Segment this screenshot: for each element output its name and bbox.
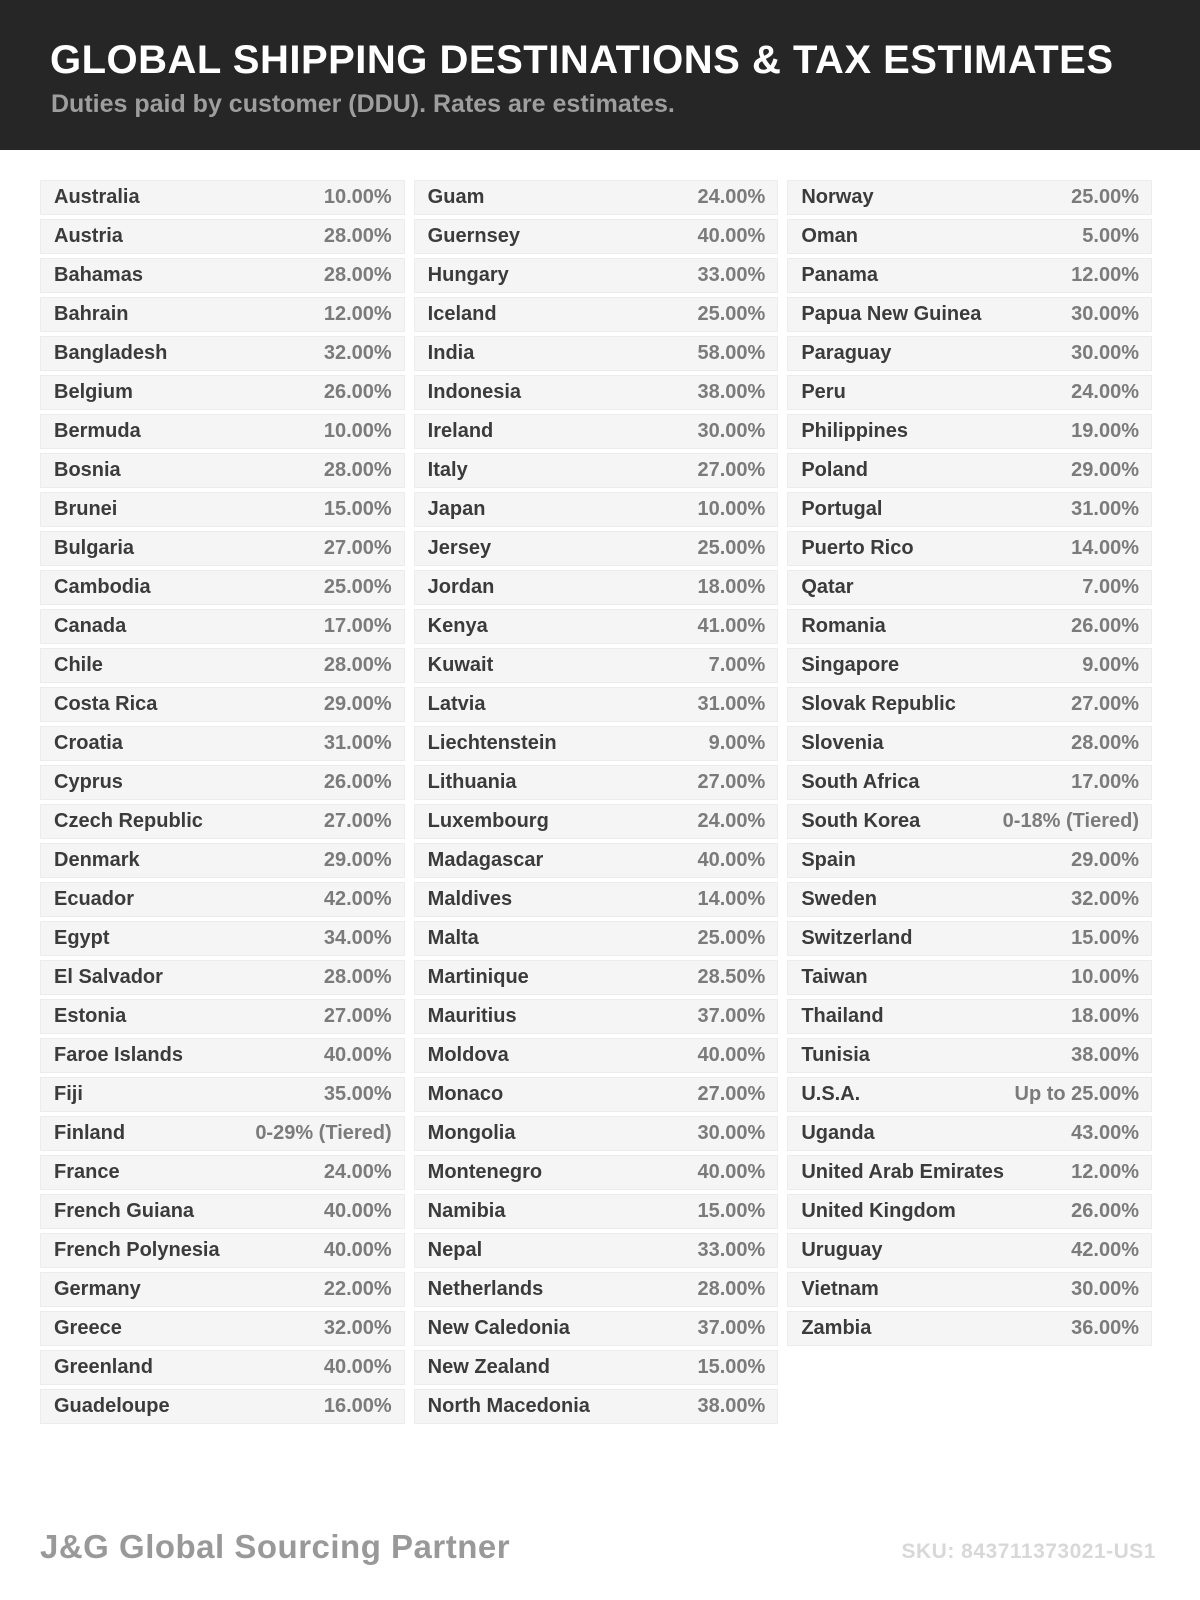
tax-rate: 32.00% bbox=[323, 342, 392, 364]
country-name: Montenegro bbox=[427, 1161, 543, 1183]
rate-row bbox=[40, 1350, 405, 1385]
tax-rate: 10.00% bbox=[1071, 966, 1140, 988]
country-name: South Korea bbox=[801, 810, 921, 832]
tax-rate: 30.00% bbox=[1071, 303, 1140, 325]
rate-row bbox=[414, 804, 779, 839]
country-name: Panama bbox=[801, 264, 879, 286]
rate-row bbox=[414, 1389, 779, 1424]
rate-row bbox=[787, 726, 1152, 761]
country-name: Netherlands bbox=[427, 1278, 544, 1300]
country-name: Jordan bbox=[427, 576, 495, 598]
rate-row bbox=[414, 1155, 779, 1190]
country-name: Bahrain bbox=[54, 303, 129, 325]
rate-row bbox=[414, 609, 779, 644]
tax-rate: 31.00% bbox=[697, 693, 766, 715]
tax-rate: 27.00% bbox=[697, 1083, 766, 1105]
tax-rate: 36.00% bbox=[1071, 1317, 1140, 1339]
rate-row bbox=[40, 1311, 405, 1346]
tax-rate: 40.00% bbox=[697, 1044, 766, 1066]
rate-row bbox=[40, 609, 405, 644]
tax-rate: 41.00% bbox=[697, 615, 766, 637]
rate-row bbox=[787, 180, 1152, 215]
tax-rate: 29.00% bbox=[1071, 459, 1140, 481]
tax-rate: 30.00% bbox=[1071, 342, 1140, 364]
country-name: Fiji bbox=[54, 1083, 83, 1105]
rate-row bbox=[787, 297, 1152, 332]
tax-rate: 15.00% bbox=[1071, 927, 1140, 949]
tax-rate: 29.00% bbox=[323, 693, 392, 715]
tax-rate: 10.00% bbox=[323, 186, 392, 208]
tax-rate: 25.00% bbox=[1071, 186, 1140, 208]
tax-rate: 28.00% bbox=[1071, 732, 1140, 754]
rate-row bbox=[787, 375, 1152, 410]
tax-rate: 9.00% bbox=[1082, 654, 1140, 676]
country-name: Papua New Guinea bbox=[801, 303, 982, 325]
rate-row bbox=[787, 1233, 1152, 1268]
tax-rate: 32.00% bbox=[323, 1317, 392, 1339]
country-name: Denmark bbox=[54, 849, 140, 871]
country-name: Nepal bbox=[427, 1239, 483, 1261]
country-name: Zambia bbox=[801, 1317, 872, 1339]
country-name: Germany bbox=[54, 1278, 141, 1300]
country-name: Peru bbox=[801, 381, 846, 403]
country-name: New Caledonia bbox=[427, 1317, 570, 1339]
tax-rate: 27.00% bbox=[323, 1005, 392, 1027]
country-name: El Salvador bbox=[54, 966, 163, 988]
tax-rate: 12.00% bbox=[1071, 1161, 1140, 1183]
tax-rate: 16.00% bbox=[323, 1395, 392, 1417]
tax-rate: 5.00% bbox=[1082, 225, 1140, 247]
tax-rate: 9.00% bbox=[708, 732, 766, 754]
tax-rate: 28.00% bbox=[323, 966, 392, 988]
tax-rate: 24.00% bbox=[697, 810, 766, 832]
rates-table bbox=[40, 180, 1152, 1424]
rate-row bbox=[414, 336, 779, 371]
rate-row bbox=[40, 1116, 405, 1151]
rate-row bbox=[414, 297, 779, 332]
country-name: Faroe Islands bbox=[54, 1044, 183, 1066]
country-name: Guadeloupe bbox=[54, 1395, 170, 1417]
rate-row bbox=[414, 1038, 779, 1073]
tax-rate: 31.00% bbox=[323, 732, 392, 754]
tax-rate: 28.00% bbox=[323, 264, 392, 286]
country-name: Norway bbox=[801, 186, 874, 208]
tax-rate: 40.00% bbox=[323, 1044, 392, 1066]
rate-row bbox=[414, 1116, 779, 1151]
country-name: Bermuda bbox=[54, 420, 141, 442]
rate-row bbox=[787, 531, 1152, 566]
country-name: Portugal bbox=[801, 498, 883, 520]
rate-row bbox=[40, 1077, 405, 1112]
rate-row bbox=[40, 492, 405, 527]
rate-row bbox=[40, 219, 405, 254]
country-name: Luxembourg bbox=[427, 810, 549, 832]
country-name: Bahamas bbox=[54, 264, 143, 286]
tax-rate: 40.00% bbox=[697, 225, 766, 247]
rate-row bbox=[787, 765, 1152, 800]
country-name: Iceland bbox=[427, 303, 497, 325]
country-name: Paraguay bbox=[801, 342, 892, 364]
tax-rate: 25.00% bbox=[697, 303, 766, 325]
country-name: Australia bbox=[54, 186, 140, 208]
tax-rate: Up to 25.00% bbox=[1014, 1083, 1140, 1105]
rates-column-1 bbox=[40, 180, 405, 1424]
country-name: Taiwan bbox=[801, 966, 868, 988]
rate-row bbox=[787, 258, 1152, 293]
rate-row bbox=[40, 960, 405, 995]
country-name: Cyprus bbox=[54, 771, 123, 793]
rate-row bbox=[414, 999, 779, 1034]
country-name: Egypt bbox=[54, 927, 110, 949]
rate-row bbox=[787, 570, 1152, 605]
rate-row bbox=[787, 1077, 1152, 1112]
rate-row bbox=[787, 1272, 1152, 1307]
tax-rate: 38.00% bbox=[1071, 1044, 1140, 1066]
rate-row bbox=[414, 1272, 779, 1307]
tax-rate: 27.00% bbox=[323, 810, 392, 832]
country-name: Qatar bbox=[801, 576, 854, 598]
tax-rate: 28.00% bbox=[697, 1278, 766, 1300]
country-name: Italy bbox=[427, 459, 468, 481]
rate-row bbox=[40, 804, 405, 839]
rate-row bbox=[40, 1038, 405, 1073]
rate-row bbox=[787, 609, 1152, 644]
tax-rate: 12.00% bbox=[1071, 264, 1140, 286]
tax-rate: 42.00% bbox=[323, 888, 392, 910]
rate-row bbox=[414, 414, 779, 449]
country-name: France bbox=[54, 1161, 120, 1183]
tax-rate: 31.00% bbox=[1071, 498, 1140, 520]
tax-rate: 18.00% bbox=[1071, 1005, 1140, 1027]
tax-rate: 42.00% bbox=[1071, 1239, 1140, 1261]
tax-rate: 12.00% bbox=[323, 303, 392, 325]
rate-row bbox=[40, 180, 405, 215]
tax-rate: 32.00% bbox=[1071, 888, 1140, 910]
rate-row bbox=[414, 726, 779, 761]
tax-rate: 30.00% bbox=[1071, 1278, 1140, 1300]
tax-rate: 40.00% bbox=[697, 1161, 766, 1183]
country-name: Oman bbox=[801, 225, 859, 247]
country-name: Slovenia bbox=[801, 732, 884, 754]
country-name: Jersey bbox=[427, 537, 492, 559]
rate-row bbox=[414, 531, 779, 566]
sku-label: SKU: 843711373021-US1 bbox=[901, 1540, 1156, 1563]
rate-row bbox=[787, 648, 1152, 683]
rate-row bbox=[787, 1155, 1152, 1190]
country-name: Estonia bbox=[54, 1005, 127, 1027]
tax-rate: 30.00% bbox=[697, 1122, 766, 1144]
rate-row bbox=[787, 882, 1152, 917]
tax-rate: 26.00% bbox=[1071, 615, 1140, 637]
tax-rate: 58.00% bbox=[697, 342, 766, 364]
country-name: Cambodia bbox=[54, 576, 151, 598]
tax-rate: 7.00% bbox=[708, 654, 766, 676]
tax-rate: 40.00% bbox=[697, 849, 766, 871]
tax-rate: 28.00% bbox=[323, 459, 392, 481]
country-name: India bbox=[427, 342, 475, 364]
tax-rate: 35.00% bbox=[323, 1083, 392, 1105]
country-name: Guam bbox=[427, 186, 485, 208]
tax-rate: 24.00% bbox=[697, 186, 766, 208]
tax-rate: 26.00% bbox=[323, 771, 392, 793]
tax-rate: 14.00% bbox=[697, 888, 766, 910]
rate-row bbox=[787, 336, 1152, 371]
tax-rate: 28.00% bbox=[323, 225, 392, 247]
country-name: French Polynesia bbox=[54, 1239, 220, 1261]
rate-row bbox=[414, 1311, 779, 1346]
rate-row bbox=[40, 843, 405, 878]
country-name: New Zealand bbox=[427, 1356, 550, 1378]
country-name: Bangladesh bbox=[54, 342, 168, 364]
country-name: Malta bbox=[427, 927, 479, 949]
rate-row bbox=[40, 882, 405, 917]
country-name: Mauritius bbox=[427, 1005, 517, 1027]
tax-rate: 18.00% bbox=[697, 576, 766, 598]
rate-row bbox=[414, 960, 779, 995]
country-name: Ecuador bbox=[54, 888, 135, 910]
country-name: Croatia bbox=[54, 732, 123, 754]
rate-row bbox=[414, 570, 779, 605]
tax-rate: 29.00% bbox=[323, 849, 392, 871]
tax-rate: 26.00% bbox=[323, 381, 392, 403]
country-name: Hungary bbox=[427, 264, 509, 286]
rate-row bbox=[40, 1233, 405, 1268]
country-name: Switzerland bbox=[801, 927, 913, 949]
tax-rate: 37.00% bbox=[697, 1005, 766, 1027]
tax-rate: 24.00% bbox=[323, 1161, 392, 1183]
tax-rate: 0-18% (Tiered) bbox=[1002, 810, 1140, 832]
country-name: Maldives bbox=[427, 888, 513, 910]
country-name: Romania bbox=[801, 615, 886, 637]
tax-rate: 37.00% bbox=[697, 1317, 766, 1339]
tax-rate: 15.00% bbox=[697, 1200, 766, 1222]
tax-rate: 25.00% bbox=[323, 576, 392, 598]
tax-rate: 28.50% bbox=[697, 966, 766, 988]
country-name: Sweden bbox=[801, 888, 877, 910]
country-name: Uganda bbox=[801, 1122, 875, 1144]
tax-rate: 30.00% bbox=[697, 420, 766, 442]
rate-row bbox=[40, 726, 405, 761]
country-name: Guernsey bbox=[427, 225, 520, 247]
country-name: Singapore bbox=[801, 654, 900, 676]
rate-row bbox=[787, 219, 1152, 254]
rate-row bbox=[414, 843, 779, 878]
rate-row bbox=[414, 921, 779, 956]
header-banner bbox=[0, 0, 1200, 150]
country-name: United Kingdom bbox=[801, 1200, 956, 1222]
country-name: Uruguay bbox=[801, 1239, 883, 1261]
country-name: North Macedonia bbox=[427, 1395, 590, 1417]
rate-row bbox=[40, 258, 405, 293]
country-name: Martinique bbox=[427, 966, 529, 988]
rates-column-3 bbox=[787, 180, 1152, 1346]
country-name: Czech Republic bbox=[54, 810, 203, 832]
country-name: Slovak Republic bbox=[801, 693, 956, 715]
tax-rate: 28.00% bbox=[323, 654, 392, 676]
country-name: Poland bbox=[801, 459, 869, 481]
tax-rate: 38.00% bbox=[697, 381, 766, 403]
rate-row bbox=[414, 882, 779, 917]
rate-row bbox=[40, 1194, 405, 1229]
page-subtitle: Duties paid by customer (DDU). Rates are estimates. bbox=[51, 90, 675, 118]
tax-rate: 26.00% bbox=[1071, 1200, 1140, 1222]
rate-row bbox=[787, 960, 1152, 995]
rate-row bbox=[40, 453, 405, 488]
country-name: Japan bbox=[427, 498, 486, 520]
rate-row bbox=[414, 648, 779, 683]
country-name: Ireland bbox=[427, 420, 494, 442]
country-name: Liechtenstein bbox=[427, 732, 557, 754]
rate-row bbox=[414, 1077, 779, 1112]
country-name: Indonesia bbox=[427, 381, 522, 403]
country-name: Greenland bbox=[54, 1356, 153, 1378]
country-name: Brunei bbox=[54, 498, 118, 520]
tax-rate: 29.00% bbox=[1071, 849, 1140, 871]
country-name: Vietnam bbox=[801, 1278, 879, 1300]
tax-rate: 25.00% bbox=[697, 537, 766, 559]
country-name: Lithuania bbox=[427, 771, 517, 793]
rate-row bbox=[787, 921, 1152, 956]
country-name: Belgium bbox=[54, 381, 133, 403]
country-name: U.S.A. bbox=[801, 1083, 861, 1105]
rate-row bbox=[414, 375, 779, 410]
tax-rate: 27.00% bbox=[1071, 693, 1140, 715]
country-name: Kuwait bbox=[427, 654, 494, 676]
rate-row bbox=[414, 453, 779, 488]
tax-rate: 40.00% bbox=[323, 1356, 392, 1378]
rate-row bbox=[40, 375, 405, 410]
country-name: Chile bbox=[54, 654, 103, 676]
country-name: Mongolia bbox=[427, 1122, 516, 1144]
rate-row bbox=[414, 1350, 779, 1385]
rates-column-2 bbox=[414, 180, 779, 1424]
rate-row bbox=[787, 492, 1152, 527]
rate-row bbox=[40, 687, 405, 722]
country-name: Madagascar bbox=[427, 849, 544, 871]
rate-row bbox=[40, 570, 405, 605]
tax-rate: 24.00% bbox=[1071, 381, 1140, 403]
rate-row bbox=[787, 843, 1152, 878]
tax-rate: 7.00% bbox=[1082, 576, 1140, 598]
country-name: Thailand bbox=[801, 1005, 884, 1027]
rate-row bbox=[787, 1194, 1152, 1229]
rate-row bbox=[787, 999, 1152, 1034]
rate-row bbox=[40, 531, 405, 566]
rate-row bbox=[787, 1038, 1152, 1073]
tax-rate: 27.00% bbox=[697, 459, 766, 481]
country-name: Costa Rica bbox=[54, 693, 158, 715]
rate-row bbox=[414, 687, 779, 722]
rate-row bbox=[787, 1116, 1152, 1151]
tax-rate: 10.00% bbox=[323, 420, 392, 442]
country-name: Latvia bbox=[427, 693, 486, 715]
tax-rate: 40.00% bbox=[323, 1239, 392, 1261]
tax-rate: 15.00% bbox=[697, 1356, 766, 1378]
country-name: Kenya bbox=[427, 615, 488, 637]
tax-rate: 19.00% bbox=[1071, 420, 1140, 442]
tax-rate: 27.00% bbox=[697, 771, 766, 793]
tax-rate: 15.00% bbox=[323, 498, 392, 520]
country-name: French Guiana bbox=[54, 1200, 195, 1222]
rate-row bbox=[414, 180, 779, 215]
brand-name: J&G Global Sourcing Partner bbox=[40, 1528, 511, 1565]
tax-rate: 10.00% bbox=[697, 498, 766, 520]
rate-row bbox=[40, 921, 405, 956]
tax-rate: 17.00% bbox=[1071, 771, 1140, 793]
tax-rate: 25.00% bbox=[697, 927, 766, 949]
rate-row bbox=[40, 1272, 405, 1307]
country-name: Tunisia bbox=[801, 1044, 870, 1066]
rate-row bbox=[40, 414, 405, 449]
rate-row bbox=[40, 297, 405, 332]
tax-rate: 33.00% bbox=[697, 1239, 766, 1261]
tax-rate: 0-29% (Tiered) bbox=[255, 1122, 392, 1144]
rate-row bbox=[414, 765, 779, 800]
country-name: United Arab Emirates bbox=[801, 1161, 1004, 1183]
country-name: Austria bbox=[54, 225, 123, 247]
rate-row bbox=[40, 765, 405, 800]
tax-rate: 40.00% bbox=[323, 1200, 392, 1222]
rate-row bbox=[414, 258, 779, 293]
rate-row bbox=[40, 999, 405, 1034]
rate-row bbox=[787, 453, 1152, 488]
tax-rate: 33.00% bbox=[697, 264, 766, 286]
tax-rate: 27.00% bbox=[323, 537, 392, 559]
country-name: Finland bbox=[54, 1122, 126, 1144]
rate-row bbox=[414, 1233, 779, 1268]
rate-row bbox=[414, 219, 779, 254]
country-name: Namibia bbox=[427, 1200, 506, 1222]
country-name: Bulgaria bbox=[54, 537, 135, 559]
rate-row bbox=[40, 1155, 405, 1190]
footer bbox=[40, 1528, 1156, 1566]
country-name: Moldova bbox=[427, 1044, 509, 1066]
country-name: Greece bbox=[54, 1317, 122, 1339]
country-name: Canada bbox=[54, 615, 127, 637]
rate-row bbox=[414, 1194, 779, 1229]
tax-rate: 34.00% bbox=[323, 927, 392, 949]
tax-rate: 38.00% bbox=[697, 1395, 766, 1417]
rate-row bbox=[414, 492, 779, 527]
country-name: Spain bbox=[801, 849, 856, 871]
tax-rate: 22.00% bbox=[323, 1278, 392, 1300]
tax-rate: 43.00% bbox=[1071, 1122, 1140, 1144]
rate-row bbox=[40, 1389, 405, 1424]
country-name: South Africa bbox=[801, 771, 920, 793]
rate-row bbox=[40, 648, 405, 683]
country-name: Monaco bbox=[427, 1083, 504, 1105]
tax-rate: 17.00% bbox=[323, 615, 392, 637]
page-title: GLOBAL SHIPPING DESTINATIONS & TAX ESTIMATES bbox=[50, 38, 1114, 82]
rate-row bbox=[787, 687, 1152, 722]
country-name: Puerto Rico bbox=[801, 537, 914, 559]
rate-row bbox=[787, 414, 1152, 449]
rate-row bbox=[787, 1311, 1152, 1346]
country-name: Bosnia bbox=[54, 459, 121, 481]
rate-row bbox=[787, 804, 1152, 839]
country-name: Philippines bbox=[801, 420, 909, 442]
tax-rate: 14.00% bbox=[1071, 537, 1140, 559]
rate-row bbox=[40, 336, 405, 371]
